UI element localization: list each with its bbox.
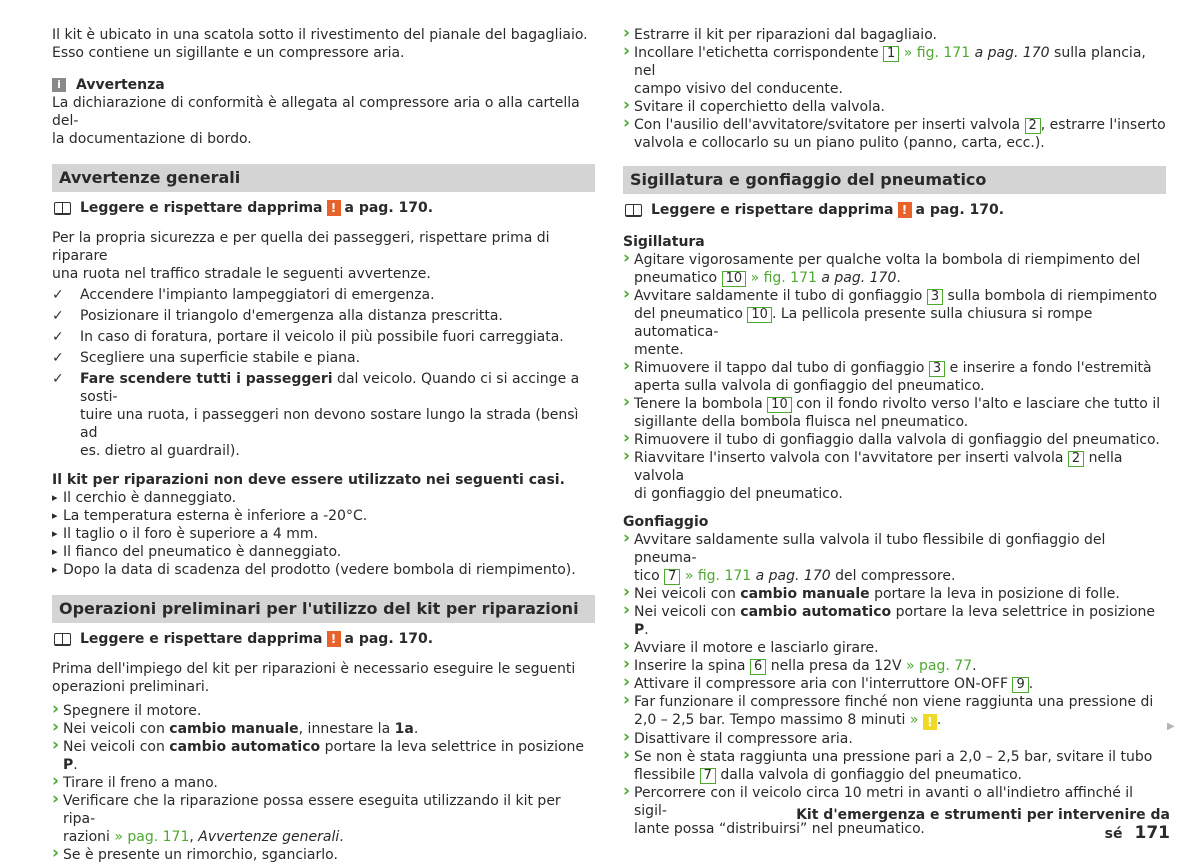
note-text: La dichiarazione di conformità è allegata al compressore aria o alla cartella del- bbox=[52, 95, 580, 129]
step-item bbox=[623, 585, 1166, 603]
page-link[interactable]: » pag. 171 bbox=[114, 829, 190, 845]
step-item: › Se è presente un rimorchio, sganciarlo. bbox=[52, 846, 595, 864]
book-icon bbox=[54, 202, 71, 214]
checklist-item: ✓ Scegliere una superficie stabile e piana. bbox=[52, 349, 595, 367]
note-text: la documentazione di bordo. bbox=[52, 131, 252, 147]
read-first-line bbox=[52, 199, 595, 217]
text: Far funzionare il compressore finché non viene raggiunta una pressione di bbox=[634, 694, 1154, 710]
step-item bbox=[623, 116, 1166, 152]
step-item bbox=[623, 531, 1166, 585]
step-item bbox=[623, 657, 1166, 675]
text: Inserire la spina bbox=[634, 658, 750, 674]
step-item: › Spegnere il motore. bbox=[52, 702, 595, 720]
kit-heading: Il kit per riparazioni non deve essere utilizzato nei seguenti casi. bbox=[52, 472, 565, 488]
text: nella presa da 12V bbox=[766, 658, 907, 674]
italic-text: a pag. 170 bbox=[755, 568, 831, 584]
text: Nei veicoli con bbox=[634, 604, 741, 620]
warning-icon: ! bbox=[327, 200, 341, 216]
paragraph: Per la propria sicurezza e per quella dei passeggeri, rispettare prima di riparare bbox=[52, 230, 550, 264]
checklist bbox=[52, 286, 595, 460]
step-item bbox=[623, 449, 1166, 503]
figure-link[interactable]: » fig. 171 bbox=[903, 45, 971, 61]
figure-callout: 7 bbox=[700, 768, 716, 784]
text: nella valvola bbox=[634, 450, 1123, 484]
text: , innestare la bbox=[298, 721, 395, 737]
checklist-item: ✓ Posizionare il triangolo d'emergenza alla distanza prescritta. bbox=[52, 307, 595, 325]
text: , bbox=[189, 829, 199, 845]
info-icon: i bbox=[52, 78, 66, 92]
page-footer bbox=[770, 806, 1170, 843]
text: Rimuovere il tappo dal tubo di gonfiaggio bbox=[634, 360, 929, 376]
text: dalla valvola di gonfiaggio del pneumatico. bbox=[715, 767, 1022, 783]
figure-callout: 9 bbox=[1012, 677, 1028, 693]
checklist-item: ✓ In caso di foratura, portare il veicolo il più possibile fuori carreggiata. bbox=[52, 328, 595, 346]
paragraph: operazioni preliminari. bbox=[52, 679, 210, 695]
text: di gonfiaggio del pneumatico. bbox=[634, 486, 843, 502]
step-item bbox=[623, 748, 1166, 784]
text: campo visivo del conducente. bbox=[634, 81, 843, 97]
step-list bbox=[623, 26, 1166, 152]
text: Percorrere con il veicolo circa 10 metri in avanti o all'indietro affinché il sigil- bbox=[634, 785, 1134, 819]
read-first-line bbox=[623, 201, 1166, 219]
checklist-item bbox=[52, 370, 595, 460]
step-item bbox=[52, 792, 595, 846]
text: valvola e collocarlo su un piano pulito (panno, carta, ecc.). bbox=[634, 135, 1045, 151]
step-item bbox=[52, 738, 595, 774]
page-number: 171 bbox=[1134, 823, 1170, 843]
case-item: ▸ Il taglio o il foro è superiore a 4 mm. bbox=[52, 525, 595, 543]
book-icon bbox=[625, 204, 642, 216]
step-item bbox=[623, 395, 1166, 431]
step-item: › Svitare il coperchietto della valvola. bbox=[623, 98, 1166, 116]
text: e inserire a fondo l'estremità bbox=[945, 360, 1152, 376]
bold-text: 1a bbox=[394, 721, 414, 737]
text: pneumatico bbox=[634, 270, 722, 286]
figure-callout: 2 bbox=[1068, 451, 1084, 467]
text: , estrarre l'inserto bbox=[1040, 117, 1166, 133]
case-item: ▸ Il cerchio è danneggiato. bbox=[52, 489, 595, 507]
right-column bbox=[623, 26, 1166, 838]
read-first-page: a pag. 170. bbox=[915, 202, 1005, 218]
text: mente. bbox=[634, 342, 684, 358]
figure-callout: 6 bbox=[750, 659, 766, 675]
bold-text: cambio automatico bbox=[740, 604, 892, 620]
figure-callout: 10 bbox=[722, 271, 747, 287]
figure-callout: 2 bbox=[1025, 118, 1041, 134]
intro-line: Esso contiene un sigillante e un compressore aria. bbox=[52, 45, 405, 61]
text: Riavvitare l'inserto valvola con l'avvitatore per inserti valvola bbox=[634, 450, 1068, 466]
italic-text: Avvertenze generali bbox=[198, 829, 340, 845]
text: lante possa “distribuirsi” nel pneumatico. bbox=[634, 821, 925, 837]
text: dal veicolo. Quando ci si accinge a sosti- bbox=[80, 371, 580, 405]
text: aperta sulla valvola di gonfiaggio del pneumatico. bbox=[634, 378, 985, 394]
text: tuire una ruota, i passeggeri non devono sostare lungo la strada (bensì ad bbox=[80, 407, 579, 441]
read-first-text: Leggere e rispettare dapprima bbox=[651, 202, 894, 218]
subheading: Gonfiaggio bbox=[623, 514, 709, 530]
read-first-page: a pag. 170. bbox=[344, 200, 434, 216]
text: del compressore. bbox=[830, 568, 956, 584]
figure-callout: 1 bbox=[883, 46, 899, 62]
figure-callout: 3 bbox=[929, 361, 945, 377]
figure-callout: 10 bbox=[747, 307, 772, 323]
text: portare la leva selettrice in posizione bbox=[320, 739, 585, 755]
text: Nei veicoli con bbox=[634, 586, 741, 602]
bold-text: cambio manuale bbox=[169, 721, 299, 737]
read-first-text: Leggere e rispettare dapprima bbox=[80, 631, 323, 647]
text: flessibile bbox=[634, 767, 700, 783]
step-item bbox=[623, 251, 1166, 287]
text: Nei veicoli con bbox=[63, 721, 170, 737]
note-title: Avvertenza bbox=[76, 77, 165, 93]
figure-link[interactable]: » fig. 171 bbox=[684, 568, 752, 584]
step-list bbox=[52, 702, 595, 864]
case-list bbox=[52, 489, 595, 579]
read-first-page: a pag. 170. bbox=[344, 631, 434, 647]
case-item: ▸ Il fianco del pneumatico è danneggiato. bbox=[52, 543, 595, 561]
text: Verificare che la riparazione possa essere eseguita utilizzando il kit per ripa- bbox=[63, 793, 561, 827]
text: Tenere la bombola bbox=[634, 396, 768, 412]
text: sigillante della bombola fluisca nel pneumatico. bbox=[634, 414, 969, 430]
text: . La pellicola presente sulla chiusura si rompe automatica- bbox=[634, 306, 1093, 340]
note-heading bbox=[52, 76, 595, 94]
text: . bbox=[413, 721, 419, 737]
step-list bbox=[623, 251, 1166, 503]
text: Nei veicoli con bbox=[63, 739, 170, 755]
text: sulla bombola di riempimento bbox=[943, 288, 1158, 304]
text: 2,0 – 2,5 bar. Tempo massimo 8 minuti bbox=[634, 712, 910, 728]
text: Se non è stata raggiunta una pressione pari a 2,0 – 2,5 bar, svitare il tubo bbox=[634, 749, 1153, 765]
step-item bbox=[623, 603, 1166, 639]
figure-callout: 7 bbox=[664, 569, 680, 585]
continue-arrow-icon: ▶ bbox=[1167, 721, 1175, 732]
figure-callout: 3 bbox=[927, 289, 943, 305]
text: . bbox=[972, 658, 977, 674]
bold-text: P bbox=[634, 622, 645, 638]
text: . bbox=[1028, 676, 1034, 692]
text: Avvitare saldamente sulla valvola il tubo flessibile di gonfiaggio del pneuma- bbox=[634, 532, 1106, 566]
text: . bbox=[644, 622, 649, 638]
chapter-title: Kit d'emergenza e strumenti per intervenire da sé bbox=[796, 807, 1170, 842]
section-heading: Avvertenze generali bbox=[52, 164, 595, 192]
italic-text: a pag. 170 bbox=[821, 270, 897, 286]
bold-text: cambio manuale bbox=[740, 586, 870, 602]
figure-callout: 10 bbox=[767, 397, 792, 413]
paragraph: una ruota nel traffico stradale le seguenti avvertenze. bbox=[52, 266, 431, 282]
text: Agitare vigorosamente per qualche volta la bombola di riempimento del bbox=[634, 252, 1141, 268]
step-item bbox=[623, 359, 1166, 395]
step-item bbox=[623, 693, 1166, 730]
warning-link[interactable]: » bbox=[909, 712, 923, 728]
figure-link[interactable]: » fig. 171 bbox=[750, 270, 817, 286]
bold-text: Fare scendere tutti i passeggeri bbox=[80, 371, 333, 387]
step-item: › Avviare il motore e lasciarlo girare. bbox=[623, 639, 1166, 657]
section-heading: Sigillatura e gonfiaggio del pneumatico bbox=[623, 166, 1166, 194]
read-first-line bbox=[52, 630, 595, 648]
text: sulla plancia, nel bbox=[634, 45, 1146, 79]
subheading: Sigillatura bbox=[623, 234, 705, 250]
step-item bbox=[623, 287, 1166, 359]
text: portare la leva selettrice in posizione bbox=[891, 604, 1156, 620]
step-item: › Disattivare il compressore aria. bbox=[623, 730, 1166, 748]
bold-text: cambio automatico bbox=[169, 739, 321, 755]
intro-line: Il kit è ubicato in una scatola sotto il rivestimento del pianale del bagagliaio. bbox=[52, 27, 588, 43]
paragraph: Prima dell'impiego del kit per riparazioni è necessario eseguire le seguenti bbox=[52, 661, 576, 677]
text: es. dietro al guardrail). bbox=[80, 443, 240, 459]
warning-icon: ! bbox=[327, 631, 341, 647]
left-column bbox=[52, 26, 595, 864]
step-item bbox=[52, 720, 595, 738]
text: portare la leva in posizione di folle. bbox=[869, 586, 1120, 602]
book-icon bbox=[54, 633, 71, 645]
step-item: › Estrarre il kit per riparazioni dal bagagliaio. bbox=[623, 26, 1166, 44]
case-item: ▸ La temperatura esterna è inferiore a -20°C. bbox=[52, 507, 595, 525]
step-list bbox=[623, 531, 1166, 838]
text: Attivare il compressore aria con l'interruttore ON-OFF bbox=[634, 676, 1013, 692]
step-item: › Tirare il freno a mano. bbox=[52, 774, 595, 792]
italic-text: a pag. 170 bbox=[974, 45, 1050, 61]
text: . bbox=[896, 270, 901, 286]
caution-icon: ! bbox=[923, 714, 937, 730]
case-item: ▸ Dopo la data di scadenza del prodotto (vedere bombola di riempimento). bbox=[52, 561, 595, 579]
text: . bbox=[936, 712, 942, 728]
text: . bbox=[73, 757, 78, 773]
page-link[interactable]: » pag. 77 bbox=[906, 658, 973, 674]
text: con il fondo rivolto verso l'alto e lasciare che tutto il bbox=[791, 396, 1161, 412]
step-item: › Rimuovere il tubo di gonfiaggio dalla valvola di gonfiaggio del pneumatico. bbox=[623, 431, 1166, 449]
text: . bbox=[339, 829, 344, 845]
text: razioni bbox=[63, 829, 115, 845]
text: Con l'ausilio dell'avvitatore/svitatore per inserti valvola bbox=[634, 117, 1025, 133]
text: Incollare l'etichetta corrispondente bbox=[634, 45, 884, 61]
text: tico bbox=[634, 568, 665, 584]
step-item bbox=[623, 675, 1166, 693]
read-first-text: Leggere e rispettare dapprima bbox=[80, 200, 323, 216]
text: Avvitare saldamente il tubo di gonfiaggio bbox=[634, 288, 927, 304]
step-item bbox=[623, 44, 1166, 98]
checklist-item: ✓ Accendere l'impianto lampeggiatori di emergenza. bbox=[52, 286, 595, 304]
section-heading: Operazioni preliminari per l'utilizzo del kit per riparazioni bbox=[52, 595, 595, 623]
warning-icon: ! bbox=[898, 202, 912, 218]
text: del pneumatico bbox=[634, 306, 748, 322]
bold-text: P bbox=[63, 757, 74, 773]
